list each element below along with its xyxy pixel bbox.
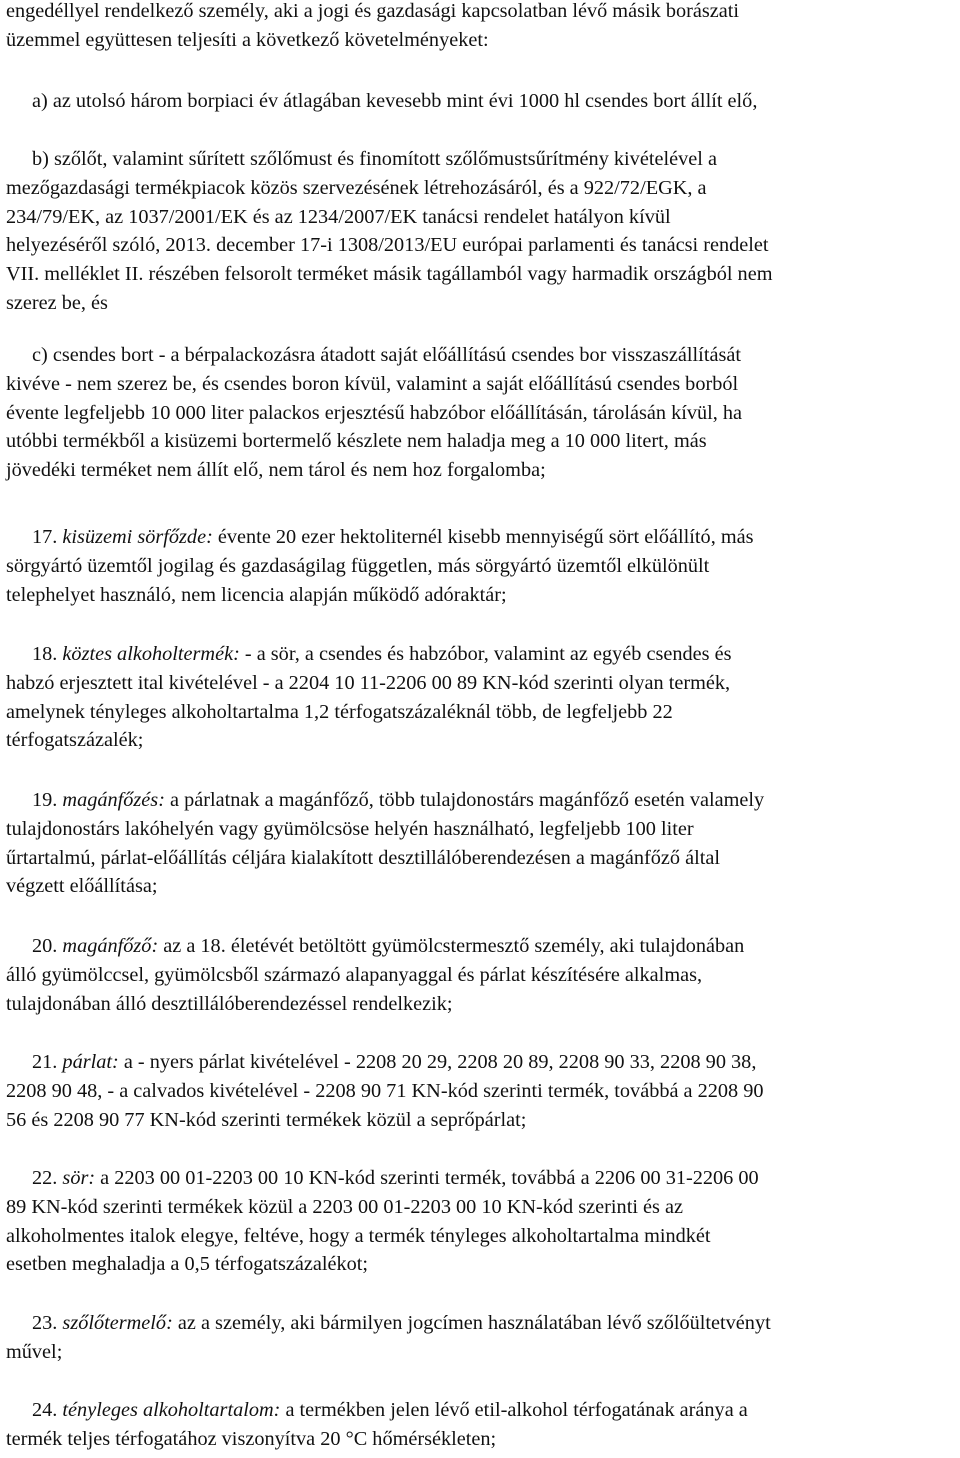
text-line: sörgyártó üzemtől jogilag és gazdaságilag független, más sörgyártó üzemtől elkülönült (6, 554, 710, 577)
text-line: jövedéki terméket nem állít elő, nem tárol és nem hoz forgalomba; (6, 459, 546, 482)
text-line: tulajdonában álló desztillálóberendezéssel rendelkezik; (6, 992, 453, 1015)
text-line: 2208 90 48, - a calvados kivételével - 2208 90 71 KN-kód szerinti termék, továbbá a 2208 90 (6, 1079, 764, 1102)
text-line: a) az utolsó három borpiaci év átlagában kevesebb mint évi 1000 hl csendes bort állít elő, (32, 90, 758, 112)
definition-number: 17. (32, 526, 63, 548)
definition-first-line (6, 1309, 954, 1338)
definition-text: a termékben jelen lévő etil-alkohol térfogatának aránya a (280, 1399, 748, 1421)
text-line: 234/79/EK, az 1037/2001/EK és az 1234/2007/EK tanácsi rendelet hatályon kívül (6, 205, 671, 228)
definition-term: sör: (62, 1167, 96, 1189)
definition-number: 20. (32, 935, 63, 957)
definition-number: 21. (32, 1051, 63, 1073)
definition-term: tényleges alkoholtartalom: (62, 1399, 281, 1421)
text-line: térfogatszázalék; (6, 729, 144, 752)
text-line: tulajdonostárs lakóhelyén vagy gyümölcsöse helyén használható, legfeljebb 100 liter (6, 817, 694, 840)
text-line: VII. melléklet II. részében felsorolt terméket másik tagállamból vagy harmadik országból nem (6, 263, 773, 286)
definition-text: a párlatnak a magánfőző, több tulajdonostárs magánfőző esetén valamely (164, 789, 765, 811)
definition-17 (6, 523, 954, 609)
text-line: alkoholmentes italok elegye, feltéve, hogy a termék tényleges alkoholtartalma mindkét (6, 1224, 711, 1247)
text-line: 89 KN-kód szerinti termékek közül a 2203 00 01-2203 00 10 KN-kód szerinti és az (6, 1195, 684, 1218)
definition-first-line (6, 932, 954, 961)
item-c-paragraph (6, 341, 954, 485)
definition-text: a 2203 00 01-2203 00 10 KN-kód szerinti termék, továbbá a 2206 00 31-2206 00 (95, 1167, 759, 1189)
text-line: c) csendes bort - a bérpalackozásra átadott saját előállítású csendes bor visszaszállítását (32, 344, 741, 366)
text-line: engedéllyel rendelkező személy, aki a jogi és gazdasági kapcsolatban lévő másik borászati (6, 0, 740, 22)
definition-text: az a személy, aki bármilyen jogcímen használatában lévő szőlőültetvényt (172, 1312, 771, 1334)
text-line: amelynek tényleges alkoholtartalma 1,2 térfogatszázaléknál több, de legfeljebb 22 (6, 700, 673, 723)
definition-first-line (6, 1164, 954, 1193)
text-line: kivéve - nem szerez be, és csendes boron kívül, valamint a saját előállítású csendes borból (6, 372, 739, 395)
item-a-paragraph (6, 87, 954, 116)
definition-term: párlat: (62, 1051, 119, 1073)
definition-term: magánfőző: (62, 935, 159, 957)
definition-term: kisüzemi sörfőzde: (62, 526, 213, 548)
text-line: szerez be, és (6, 291, 108, 314)
definition-text: - a sör, a csendes és habzóbor, valamint az egyéb csendes és (239, 643, 732, 665)
text-line: helyezéséről szóló, 2013. december 17-i 1308/2013/EU európai parlamenti és tanácsi rendelet (6, 234, 769, 257)
definition-22 (6, 1164, 954, 1279)
intro-paragraph (6, 0, 954, 55)
definition-term: köztes alkoholtermék: (62, 643, 240, 665)
definition-24 (6, 1396, 954, 1454)
definition-18 (6, 640, 954, 755)
text-line: habzó erjesztett ital kivételével - a 2204 10 11-2206 00 89 KN-kód szerinti olyan termék, (6, 671, 731, 694)
definition-first-line (6, 786, 954, 815)
text-line: esetben meghaladja a 0,5 térfogatszázalékot; (6, 1253, 369, 1276)
text-line: telephelyet használó, nem licencia alapján működő adóraktár; (6, 583, 507, 606)
definition-first-line (6, 640, 954, 669)
text-line: termék teljes térfogatához viszonyítva 20 °C hőmérsékleten; (6, 1427, 497, 1450)
definition-23 (6, 1309, 954, 1367)
definition-term: magánfőzés: (62, 789, 165, 811)
definition-term: szőlőtermelő: (62, 1312, 173, 1334)
definition-21 (6, 1048, 954, 1134)
definition-first-line (6, 1396, 954, 1425)
definition-text: a - nyers párlat kivételével - 2208 20 29, 2208 20 89, 2208 90 33, 2208 90 38, (118, 1051, 757, 1073)
text-line: b) szőlőt, valamint sűrített szőlőmust és finomított szőlőmustsűrítmény kivételével a (32, 148, 717, 170)
text-line: végzett előállítása; (6, 875, 158, 898)
definition-number: 19. (32, 789, 63, 811)
definition-20 (6, 932, 954, 1018)
text-line: művel; (6, 1340, 63, 1363)
text-line: űrtartalmú, párlat-előállítás céljára kialakított desztillálóberendezésen a magánfőző által (6, 846, 721, 869)
text-line: mezőgazdasági termékpiacok közös szervezésének létrehozásáról, és a 922/72/EGK, a (6, 176, 707, 199)
text-line: utóbbi termékből a kisüzemi bortermelő készlete nem haladja meg a 10 000 litert, más (6, 430, 707, 453)
definition-number: 24. (32, 1399, 63, 1421)
definition-number: 23. (32, 1312, 63, 1334)
definition-19 (6, 786, 954, 901)
text-line: 56 és 2208 90 77 KN-kód szerinti termékek közül a seprőpárlat; (6, 1108, 527, 1131)
definition-text: az a 18. életévét betöltött gyümölcstermesztő személy, aki tulajdonában (158, 935, 745, 957)
definition-first-line (6, 523, 954, 552)
text-line: álló gyümölccsel, gyümölcsből származó alapanyaggal és párlat készítésére alkalmas, (6, 963, 703, 986)
definition-first-line (6, 1048, 954, 1077)
text-line: üzemmel együttesen teljesíti a következő követelményeket: (6, 28, 489, 51)
text-line: évente legfeljebb 10 000 liter palackos erjesztésű habzóbor előállításán, tárolásán kívül, ha (6, 401, 743, 424)
definition-text: évente 20 ezer hektoliternél kisebb mennyiségű sört előállító, más (212, 526, 754, 548)
definition-number: 18. (32, 643, 63, 665)
item-b-paragraph (6, 145, 954, 318)
definition-number: 22. (32, 1167, 63, 1189)
